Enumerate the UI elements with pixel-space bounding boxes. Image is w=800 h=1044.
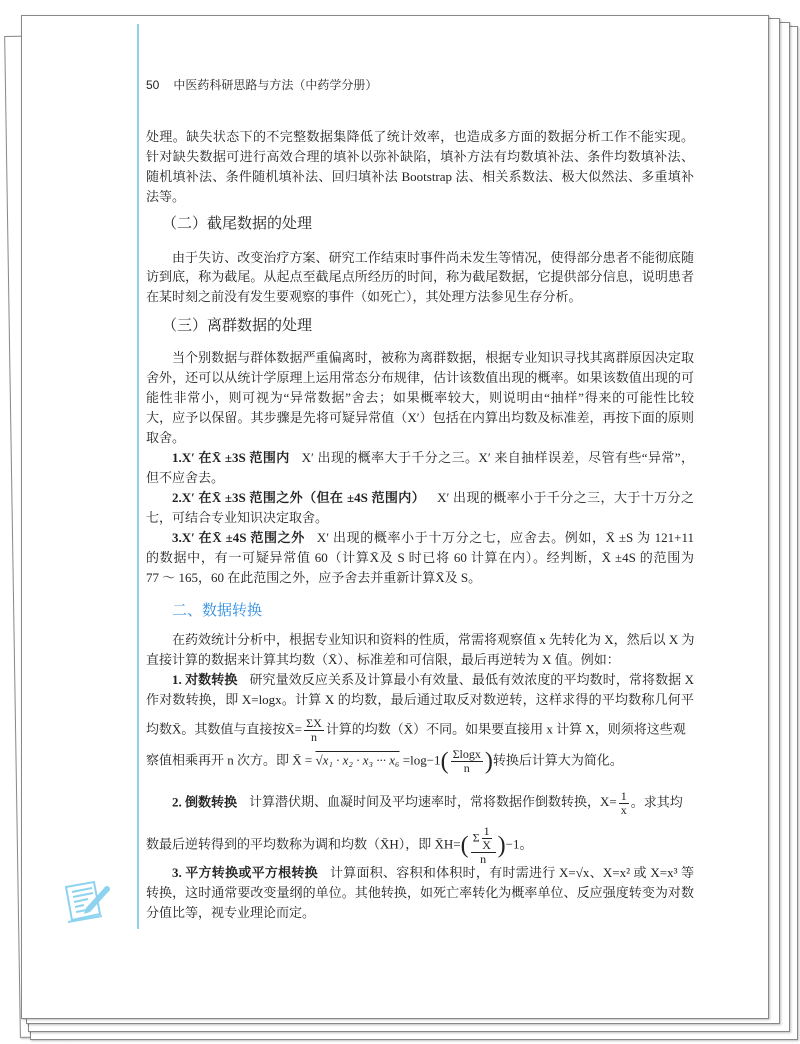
item-lead: 1. 对数转换 <box>172 672 238 687</box>
text-line: 作对数转换，即 X=logx。计算 X 的均数，最后通过取反对数逆转，这样求得的平均数称几何平 <box>146 692 694 707</box>
sum-sign: Σ <box>472 830 480 845</box>
text-line: 的数据中，有一可疑异常值 60（计算X̄及 S 时已将 60 计算在内）。经判断，X̄ ±4S 的范围为 <box>146 550 694 565</box>
text: 数最后逆转得到的平均数称为调和均数（X̄H），即 X̄H= <box>146 836 461 852</box>
note-pencil-icon <box>62 878 114 930</box>
denominator: n <box>310 730 317 744</box>
text-line: 取舍。 <box>146 430 186 445</box>
text-line: 但不应舍去。 <box>146 470 225 485</box>
numerator: 1 <box>620 789 627 803</box>
text-line: 大，应予以保留。其步骤是先将可疑异常值（X′）包括在内算出均数及标准差，再按下面的原则 <box>146 410 694 425</box>
log-transform <box>172 670 694 690</box>
denominator: x <box>620 803 627 817</box>
numerator: ΣX <box>306 716 322 730</box>
rule-2 <box>172 488 694 508</box>
text: 。求其均 <box>630 794 683 810</box>
numerator: Σlogx <box>452 747 481 761</box>
rule-lead: 2.X′ 在X̄ ±3S 范围之外（但在 ±4S 范围内） <box>172 490 426 505</box>
root-expression: √x₁ · x₂ · x₃ ··· x₆ <box>315 752 400 768</box>
item-text: 计算潜伏期、血凝时间及平均速率时，常将数据作倒数转换，X= <box>249 794 617 810</box>
text-line: 针对缺失数据可进行高效合理的填补以弥补缺陷，填补方法有均数填补法、条件均数填补法、 <box>146 149 694 164</box>
heading-censored-data: （二）截尾数据的处理 <box>162 216 313 232</box>
square-transform <box>172 863 694 883</box>
text-line: 在某时刻之前没有发生要观察的事件（如死亡），其处理方法参见生存分析。 <box>146 289 582 304</box>
text-line: 直接计算的数据来计算其均数（X̄）、标准差和可信限，最后再逆转为 X 值。例如： <box>146 652 620 667</box>
text-line: 随机填补法、条件随机填补法、回归填补法 Bootstrap 法、相关系数法、极大似然法、多重填补 <box>146 169 694 184</box>
text-line: 由于失访、改变治疗方案、研究工作结束时事件尚未发生等情况，使得部分患者不能彻底随 <box>172 250 694 265</box>
margin-line <box>137 24 139 929</box>
text-line: 能性非常小，则可视为“异常数据”舍去；如果概率较大，则说明由“抽样”得来的可能性比较 <box>146 390 694 405</box>
text-line: 77 ～ 165，60 在此范围之外，应予舍去并重新计算X̄及 S。 <box>146 570 482 585</box>
text-line: 访到底，称为截尾。从起点至截尾点所经历的时间，称为截尾数据，它提供部分信息，说明患者 <box>146 269 694 284</box>
page-number: 50 <box>146 78 160 92</box>
rule-3 <box>172 528 694 548</box>
heading-outlier-data: （三）离群数据的处理 <box>162 318 313 334</box>
formula-line: 数最后逆转得到的平均数称为调和均数（X̄H），即 X̄H=( Σ $\frac{1}{X}$ n )−1。 <box>146 824 533 866</box>
denominator: n <box>480 852 487 866</box>
rule-lead: 1.X′ 在X̄ ±3S 范围内 <box>172 450 290 465</box>
reciprocal-transform <box>172 789 694 817</box>
item-lead: 3. 平方转换或平方根转换 <box>172 865 318 880</box>
numerator <box>471 825 496 853</box>
item-lead: 2. 倒数转换 <box>172 794 238 810</box>
text: 察值相乘再开 n 次方。即 X̄ = <box>146 752 313 768</box>
text-line: 转换，这时通常要改变量纲的单位。其他转换，如死亡率转化为概率单位、反应强度转变为对数 <box>146 885 694 900</box>
text-line: 分值比等，视专业理论而定。 <box>146 905 316 920</box>
text-line: 舍外，还可以从统计学原理上运用常态分布规律，估计该数值出现的概率。如果该数值出现的可 <box>146 370 694 385</box>
section-heading-data-transform: 二、数据转换 <box>172 602 263 619</box>
rule-text: X′ 出现的概率大于千分之三。X′ 来自抽样误差，尽管有些“异常”， <box>301 450 694 465</box>
fraction <box>619 790 629 817</box>
inner-denominator: X <box>482 838 491 852</box>
item-text: 计算面积、容积和体积时，有时需进行 X=√x、X=x² 或 X=x³ 等 <box>329 865 694 880</box>
text-line: 法等。 <box>146 189 186 204</box>
text-line: 处理。缺失状态下的不完整数据集降低了统计效率，也造成多方面的数据分析工作不能实现。 <box>146 129 694 144</box>
text-line: 在药效统计分析中，根据专业知识和资料的性质，常需将观察值 x 先转化为 X，然后以 X 为 <box>172 632 695 647</box>
text: 转换后计算大为简化。 <box>492 752 623 768</box>
rule-1 <box>172 448 694 468</box>
formula-line <box>146 716 694 744</box>
text: =log−1 <box>402 752 441 768</box>
rule-text: X′ 出现的概率小于千分之三，大于十万分之 <box>437 490 694 505</box>
running-header <box>146 76 391 93</box>
inner-numerator: 1 <box>483 824 490 838</box>
item-text: 研究量效反应关系及计算最小有效量、最低有效浓度的平均数时，常将数据 X <box>249 672 694 687</box>
fraction <box>451 748 483 775</box>
rule-lead: 3.X′ 在X̄ ±4S 范围之外 <box>172 530 305 545</box>
fraction <box>471 825 496 866</box>
text: 均数X̄。其数值与直接按X̄= <box>146 721 303 737</box>
text: 计算的均数（X̄）不同。如果要直接用 x 计算 X，则须将这些观 <box>325 721 686 737</box>
rule-text: X′ 出现的概率小于十万分之七，应舍去。例如，X̄ ±S 为 121+11 <box>316 530 694 545</box>
formula-line: 察值相乘再开 n 次方。即 X̄ = √x₁ · x₂ · x₃ ··· x₆ =log−1( $\frac{\Sigma\log x}{n}$ )转换后计算大为简化。 <box>146 747 623 775</box>
denominator: n <box>463 761 470 775</box>
text-line: 当个别数据与群体数据严重偏离时，被称为离群数据，根据专业知识寻找其离群原因决定取 <box>172 350 694 365</box>
book-title: 中医药科研思路与方法（中药学分册） <box>173 78 378 92</box>
text-line: 七，可结合专业知识决定取舍。 <box>146 510 329 525</box>
fraction <box>304 717 324 744</box>
text: −1。 <box>505 836 533 852</box>
